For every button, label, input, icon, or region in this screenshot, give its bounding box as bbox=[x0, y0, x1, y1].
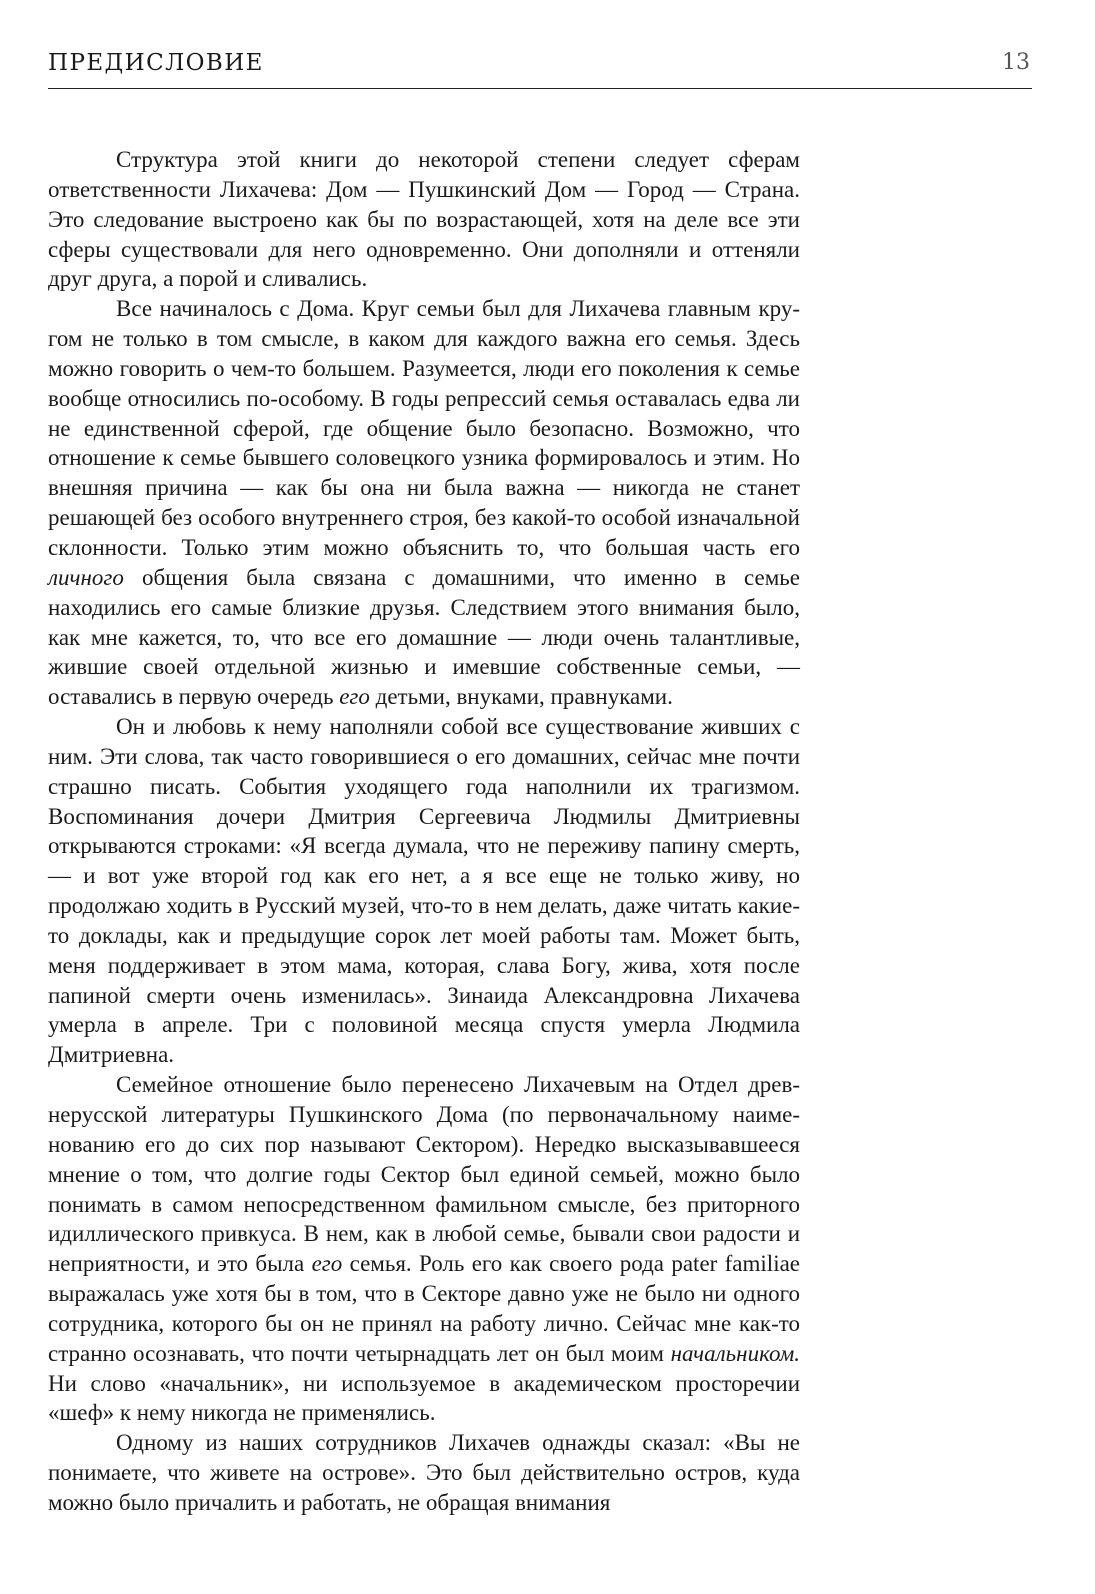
paragraph-text: общения была связана с домашними, что именно в семье находились его самые близкие друзья. Следствием этого внимания было, как мне кажется, то, что все его домашние — люди очень талантливые, жившие своей отдельной жизнью и имевшие собственные семьи, — оставались в первую очередь bbox=[48, 564, 800, 710]
paragraph-text: Ни слово «начальник», ни используемое в академическом просторечии «шеф» к нему никогда не применялись. bbox=[48, 1370, 800, 1426]
body-text bbox=[48, 145, 800, 1518]
italic-emphasis: его bbox=[339, 684, 370, 710]
paragraph-text: Одному из наших сотрудников Лихачев однажды сказал: «Вы не понимаете, что живете на острове». Это был действительно остров, куда можно было причалить и работать, не обращая внимания bbox=[48, 1430, 800, 1515]
paragraph-text: Семейное отношение было перенесено Лихачевым на Отдел древнерусской литературы Пушкинского Дома (по первоначальному наименованию его до сих пор называют Сектором). Нередко высказывавшееся мнение о том, что долгие годы Сектор был единой семьей, можно было понимать в самом непосредственном фамильном смысле, без приторного идиллического привкуса. В нем, как в любой семье, бывали свои радости и неприятности, и это была bbox=[48, 1072, 800, 1277]
paragraph-2 bbox=[48, 294, 800, 712]
italic-emphasis: начальником. bbox=[670, 1340, 800, 1366]
chapter-title: ПРЕДИСЛОВИЕ bbox=[48, 50, 264, 76]
paragraph-5 bbox=[48, 1428, 800, 1518]
paragraph-4 bbox=[48, 1070, 800, 1428]
paragraph-text: Все начиналось с Дома. Круг семьи был для Лихачева главным кругом не только в том смысле, в каком для каждого важна его семья. Здесь можно говорить о чем-то большем. Разумеется, люди его поколения к семье вообще относились по-особому. В годы репрессий семья оставалась едва ли не единственной сферой, где общение было безопасно. Возможно, что отношение к семье бывшего соловецкого узника формировалось и этим. Но внешняя причина — как бы она ни была важна — никогда не станет решающей без особого внутреннего строя, без какой-то особой изначальной склонности. Только этим можно объяснить то, что большая часть его bbox=[48, 296, 800, 560]
paragraph-3 bbox=[48, 712, 800, 1070]
paragraph-text: семья. Роль его как своего рода pater familiae выражалась уже хотя бы в том, что в Секторе давно уже не было ни одного сотрудника, которого бы он не принял на работу лично. Сейчас мне как-то странно осознавать, что почти четырнадцать лет он был моим bbox=[48, 1251, 800, 1366]
italic-emphasis: личного bbox=[48, 564, 124, 590]
italic-emphasis: его bbox=[311, 1251, 343, 1277]
paragraph-text: Структура этой книги до некоторой степени следует сферам ответственности Лихачева: Дом — Пушкинский Дом — Город — Страна. Это следование выстроено как бы по возрастающей, хотя на деле все эти сферы существовали для него одновременно. Они дополняли и оттеняли друг друга, а порой и сливались. bbox=[48, 147, 800, 292]
page-number: 13 bbox=[1002, 50, 1030, 75]
paragraph-text: Он и любовь к нему наполняли собой все существование живших с ним. Эти слова, так часто говорившиеся о его домашних, сейчас мне почти страшно писать. События уходящего года наполнили их трагизмом. Воспоминания дочери Дмитрия Сергеевича Людмилы Дмитриевны открываются строками: «Я всегда думала, что не переживу папину смерть, — и вот уже второй год как его нет, а я все еще не только живу, но продолжаю ходить в Русский музей, что-то в нем делать, даже читать какие-то доклады, как и предыдущие сорок лет моей работы там. Может быть, меня поддерживает в этом мама, которая, слава Богу, жива, хотя после папиной смерти очень изменилась». Зинаида Александровна Лихачева умерла в апреле. Три с половиной месяца спустя умерла Людмила Дмитриевна. bbox=[48, 714, 800, 1068]
paragraph-1 bbox=[48, 145, 800, 294]
running-header bbox=[48, 46, 1032, 89]
paragraph-text: детьми, внуками, правнуками. bbox=[369, 684, 673, 710]
